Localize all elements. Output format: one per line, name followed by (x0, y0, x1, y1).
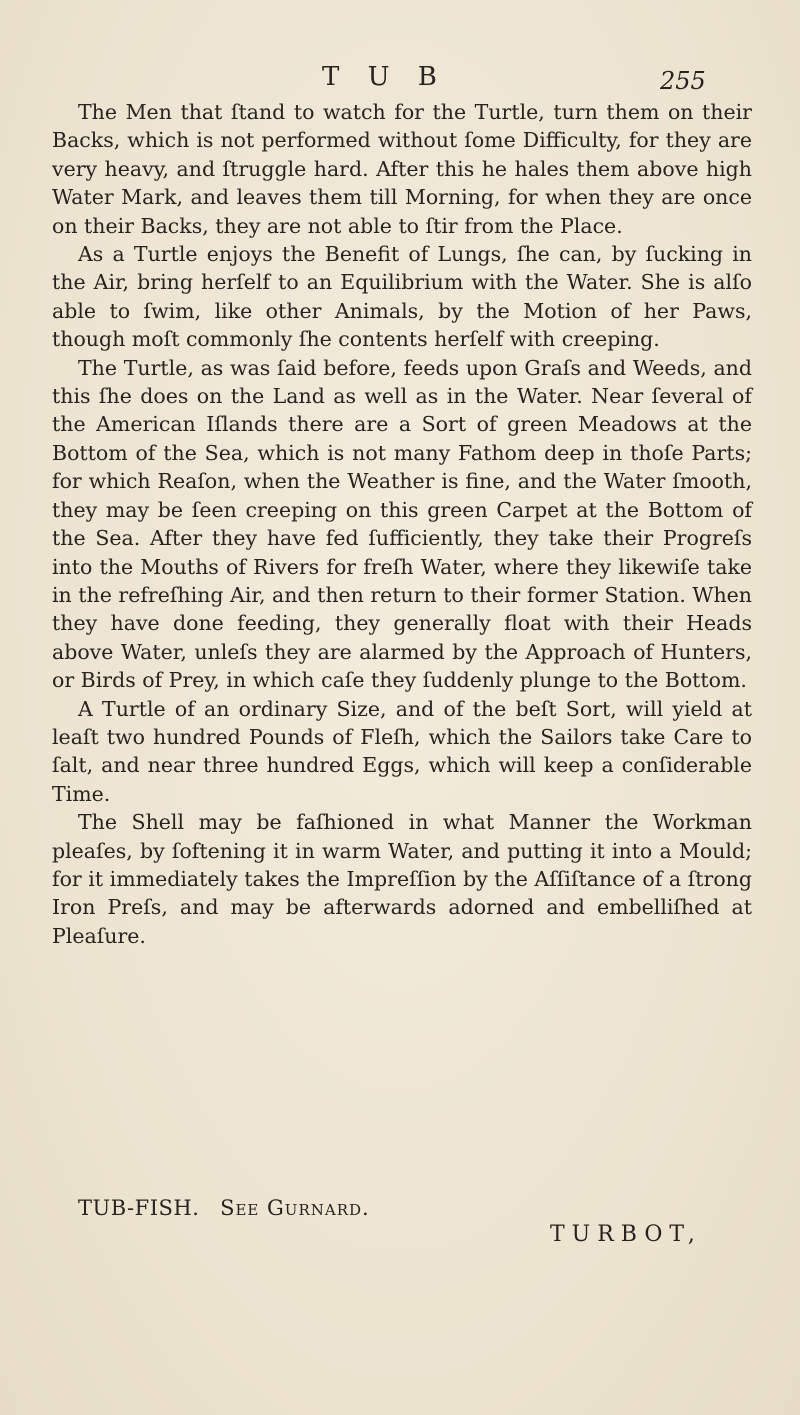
cross-reference (78, 1194, 370, 1222)
catchword: TURBOT, (550, 1222, 702, 1247)
cross-reference-target: See Gurnard. (220, 1196, 370, 1220)
body-text (52, 98, 752, 950)
paragraph-feeding-habits: The Turtle, as was ſaid before, feeds upon Graſs and Weeds, and this ſhe does on the Land as well as in the Water. Near ſeveral of the American Iſlands there are a Sort of green Meadows at the Bottom of the Sea, which is not many Fathom deep in thoſe Parts; for which Reaſon, when the Weather is fine, and the Water ſmooth, they may be ſeen creeping on this green Carpet at the Bottom of the Sea. After they have fed ſufficiently, they take their Progreſs into the Mouths of Rivers for freſh Water, where they likewiſe take in the refreſhing Air, and then return to their former Station. When they have done feeding, they generally float with their Heads above Water, unleſs they are alarmed by the Approach of Hunters, or Birds of Prey, in which caſe they ſuddenly plunge to the Bottom. (52, 355, 752, 693)
paragraph-shell-fashioning: The Shell may be faſhioned in what Manner the Workman pleaſes, by ſoftening it in warm Water, and putting it into a Mould; for it immediately takes the Impreſſion by the Aſſiſtance of a ſtrong Iron Preſs, and may be afterwards adorned and embelliſhed at Pleaſure. (52, 810, 752, 948)
paragraph-turning-turtles: The Men that ſtand to watch for the Turtle, turn them on their Backs, which is not performed without ſome Difficulty, for they are very heavy, and ſtruggle hard. After this he hales them above high Water Mark, and leaves them till Morning, for when they are once on their Backs, they are not able to ſtir from the Place. (52, 100, 752, 238)
cross-reference-term: TUB-FISH. (78, 1196, 200, 1220)
page-number: 255 (660, 67, 706, 95)
running-head: T U B (322, 62, 447, 92)
paragraph-lungs-and-swimming: As a Turtle enjoys the Benefit of Lungs, ſhe can, by ſucking in the Air, bring herſelf to an Equilibrium with the Water. She is alſo able to ſwim, like other Animals, by the Motion of her Paws, though moſt commonly ſhe contents herſelf with creeping. (52, 242, 752, 352)
paragraph-flesh-and-eggs: A Turtle of an ordinary Size, and of the beſt Sort, will yield at leaſt two hundred Pounds of Fleſh, which the Sailors take Care to ſalt, and near three hundred Eggs, which will keep a conſiderable Time. (52, 696, 752, 806)
